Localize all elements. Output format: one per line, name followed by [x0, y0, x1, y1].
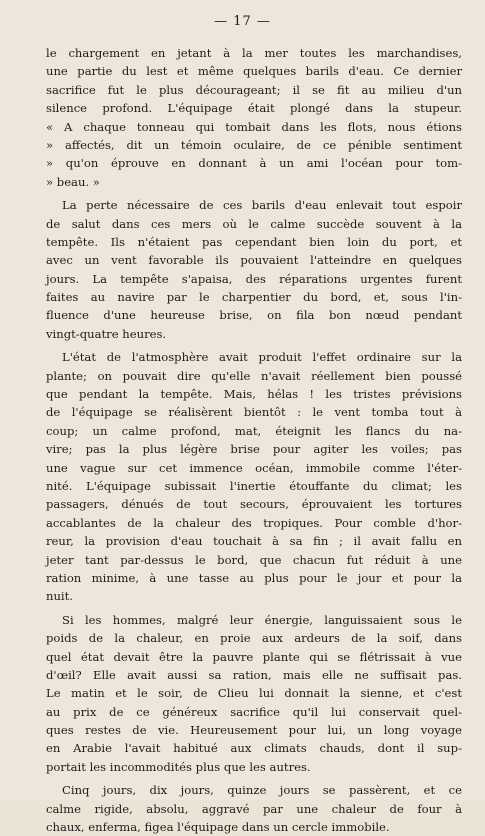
- page-number: — 17 —: [214, 14, 271, 29]
- text-line: » qu'on éprouve en donnant à un ami l'océan pour tom-: [46, 156, 462, 171]
- text-line: Cinq jours, dix jours, quinze jours se passèrent, et ce: [62, 783, 462, 798]
- text-line: poids de la chaleur, en proie aux ardeurs de la soif, dans: [46, 631, 462, 646]
- text-line: L'état de l'atmosphère avait produit l'effet ordinaire sur la: [62, 350, 462, 365]
- text-line: avec un vent favorable ils pouvaient l'atteindre en quelques: [46, 253, 462, 268]
- text-line: d'œil? Elle avait aussi sa ration, mais elle ne suffisait pas.: [46, 667, 462, 682]
- text-line: reur, la provision d'eau touchait à sa fin ; il avait fallu en: [46, 534, 462, 549]
- text-line: « A chaque tonneau qui tombait dans les flots, nous étions: [46, 119, 462, 134]
- text-line: La perte nécessaire de ces barils d'eau enlevait tout espoir: [62, 198, 462, 213]
- text-line: ration minime, à une tasse au plus pour le jour et pour la: [46, 570, 462, 585]
- paragraph: [46, 44, 462, 191]
- text-line: plante; on pouvait dire qu'elle n'avait réellement bien poussé: [46, 368, 462, 383]
- text-line: coup; un calme profond, mat, éteignit les flancs du na-: [46, 423, 462, 438]
- paragraph: [46, 348, 462, 605]
- paragraph: [46, 611, 462, 777]
- text-line: une vague sur cet immence océan, immobile comme l'éter-: [46, 460, 462, 475]
- text-line: » beau. »: [46, 174, 100, 189]
- text-line: vire; pas la plus légère brise pour agiter les voiles; pas: [46, 442, 462, 457]
- page-body: [46, 44, 462, 836]
- text-line: sacrifice fut le plus décourageant; il se fit au milieu d'un: [46, 82, 462, 97]
- text-line: de l'équipage se réalisèrent bientôt : le vent tomba tout à: [46, 405, 462, 420]
- text-line: accablantes de la chaleur des tropiques. Pour comble d'hor-: [46, 515, 462, 530]
- text-line: au prix de ce généreux sacrifice qu'il lui conservait quel-: [46, 704, 462, 719]
- text-line: faites au navire par le charpentier du bord, et, sous l'in-: [46, 290, 462, 305]
- paragraph: [46, 196, 462, 343]
- text-line: vingt-quatre heures.: [46, 326, 167, 341]
- text-line: en Arabie l'avait habitué aux climats chauds, dont il sup-: [46, 741, 462, 756]
- text-line: nité. L'équipage subissait l'inertie étouffante du climat; les: [46, 478, 462, 493]
- text-line: » affectés, dit un témoin oculaire, de ce pénible sentiment: [46, 137, 462, 152]
- text-line: jeter tant par-dessus le bord, que chacun fut réduit à une: [46, 552, 462, 567]
- text-line: tempête. Ils n'étaient pas cependant bien loin du port, et: [46, 234, 462, 249]
- text-line: quel état devait être la pauvre plante qui se flétrissait à vue: [46, 649, 462, 664]
- text-line: nuit.: [46, 589, 73, 604]
- text-line: de salut dans ces mers où le calme succède souvent à la: [46, 216, 462, 231]
- text-line: Le matin et le soir, de Clieu lui donnait la sienne, et c'est: [46, 686, 462, 701]
- text-line: ques restes de vie. Heureusement pour lui, un long voyage: [46, 723, 462, 738]
- text-line: silence profond. L'équipage était plongé dans la stupeur.: [46, 101, 462, 116]
- text-line: Si les hommes, malgré leur énergie, languissaient sous le: [62, 612, 462, 627]
- text-line: fluence d'une heureuse brise, on fila bon nœud pendant: [46, 308, 462, 323]
- text-line: que pendant la tempête. Mais, hélas ! les tristes prévisions: [46, 387, 462, 402]
- text-line: passagers, dénués de tout secours, éprouvaient les tortures: [46, 497, 462, 512]
- paragraph: [46, 781, 462, 836]
- text-line: portait les incommodités plus que les autres.: [46, 759, 311, 774]
- text-line: jours. La tempête s'apaisa, des réparations urgentes furent: [46, 271, 462, 286]
- text-line: calme rigide, absolu, aggravé par une chaleur de four à: [46, 801, 462, 816]
- text-line: une partie du lest et même quelques barils d'eau. Ce dernier: [46, 64, 462, 79]
- text-line: le chargement en jetant à la mer toutes les marchandises,: [46, 46, 462, 60]
- text-line: chaux, enferma, figea l'équipage dans un cercle immobile.: [46, 820, 390, 835]
